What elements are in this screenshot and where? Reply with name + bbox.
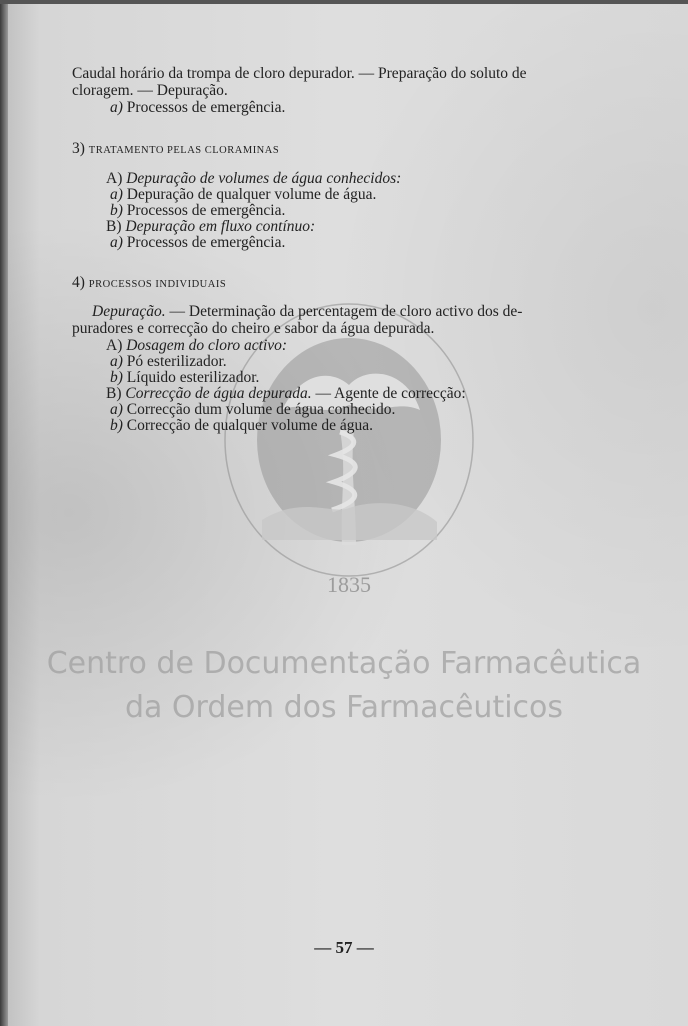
item-marker: B) xyxy=(106,218,122,235)
sec3-item-B xyxy=(106,218,315,235)
item-marker: b) xyxy=(110,202,123,219)
item-text: Processos de emergência. xyxy=(126,234,286,251)
page-edge-shadow xyxy=(0,0,8,1026)
sec4-item-Bb xyxy=(110,417,373,434)
item-text: Processos de emergência. xyxy=(126,202,286,219)
item-text: Dosagem do cloro activo: xyxy=(126,337,288,354)
item-marker: A) xyxy=(106,337,123,354)
para1-item-a xyxy=(110,99,285,116)
sec3-item-Ab xyxy=(110,202,285,219)
item-text: Depuração de qualquer volume de água. xyxy=(126,186,377,203)
section-number: 4) xyxy=(72,274,85,291)
sec4-intro-line1 xyxy=(92,303,522,320)
item-marker: a) xyxy=(110,99,123,116)
section-title: PROCESSOS INDIVIDUAIS xyxy=(88,279,227,290)
sec3-item-A xyxy=(106,170,401,187)
para1-line1: Caudal horário da trompa de cloro depurador. — Preparação do soluto de xyxy=(72,65,527,82)
section-number: 3) xyxy=(72,140,85,157)
watermark-line-1: Centro de Documentação Farmacêutica xyxy=(46,646,642,681)
watermark-line-2: da Ordem dos Farmacêuticos xyxy=(124,690,564,725)
page-number: — 57 — xyxy=(314,938,374,957)
sec4-intro-line2: puradores e correcção do cheiro e sabor da água depurada. xyxy=(72,320,435,337)
sec4-item-Aa xyxy=(110,353,227,370)
item-marker: B) xyxy=(106,385,122,402)
item-marker: b) xyxy=(110,417,123,434)
item-text-rest: — Agente de correcção: xyxy=(311,385,466,402)
sec3-item-Ba xyxy=(110,234,285,251)
item-marker: a) xyxy=(110,353,123,370)
para1-line2: cloragem. — Depuração. xyxy=(72,82,228,99)
sec4-item-Ab xyxy=(110,369,259,386)
item-text: Correcção dum volume de água conhecido. xyxy=(126,401,396,418)
section-title: TRATAMENTO PELAS CLORAMINAS xyxy=(88,145,280,156)
item-marker: a) xyxy=(110,401,123,418)
intro-italic: Depuração. xyxy=(92,303,166,320)
item-text: Pó esterilizador. xyxy=(126,353,227,370)
sec4-item-B xyxy=(106,385,466,402)
sec3-item-Aa xyxy=(110,186,376,203)
section-3-heading xyxy=(72,140,279,159)
item-marker: A) xyxy=(106,170,123,187)
item-text: Líquido esterilizador. xyxy=(126,369,260,386)
section-4-heading xyxy=(72,274,226,293)
seal-year: 1835 xyxy=(327,572,371,597)
item-text-italic: Correcção de água depurada. xyxy=(125,385,312,402)
item-text: Depuração de volumes de água conhecidos: xyxy=(126,170,402,187)
item-marker: a) xyxy=(110,234,123,251)
page-top-edge xyxy=(0,0,688,4)
item-text: Depuração em fluxo contínuo: xyxy=(125,218,316,235)
item-text: Processos de emergência. xyxy=(126,99,286,116)
intro-rest: — Determinação da percentagem de cloro activo dos de- xyxy=(165,303,523,320)
sec4-item-A xyxy=(106,337,287,354)
item-text: Correcção de qualquer volume de água. xyxy=(126,417,373,434)
item-marker: a) xyxy=(110,186,123,203)
sec4-item-Ba xyxy=(110,401,395,418)
item-marker: b) xyxy=(110,369,123,386)
